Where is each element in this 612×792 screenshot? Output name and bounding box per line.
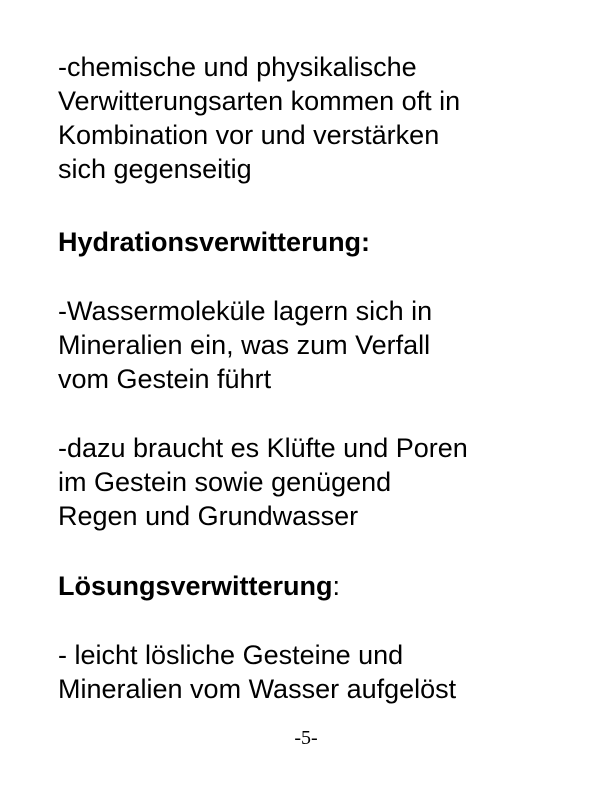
page-number: -5- [294,727,318,749]
heading-solution-weathering [58,569,578,603]
paragraph-water-molecules: -Wassermoleküle lagern sich in Mineralien ein, was zum Verfall vom Gestein führt [58,296,433,394]
paragraph-soluble-rocks: - leicht lösliche Gesteine und Mineralien vom Wasser aufgelöst [58,640,457,704]
paragraph-fissures-pores: -dazu braucht es Klüfte und Poren im Gestein sowie genügend Regen und Grundwasser [58,433,468,531]
heading-hydration-text: Hydrationsverwitterung: [58,227,371,257]
heading-hydration-weathering [58,225,578,259]
heading-solution-text: Lösungsverwitterung [58,571,333,601]
paragraph-chemical-physical-weathering: -chemische und physikalische Verwitterungsarten kommen oft in Kombination vor und verstärken sich gegenseitig [58,52,461,184]
heading-solution-colon: : [332,571,341,601]
